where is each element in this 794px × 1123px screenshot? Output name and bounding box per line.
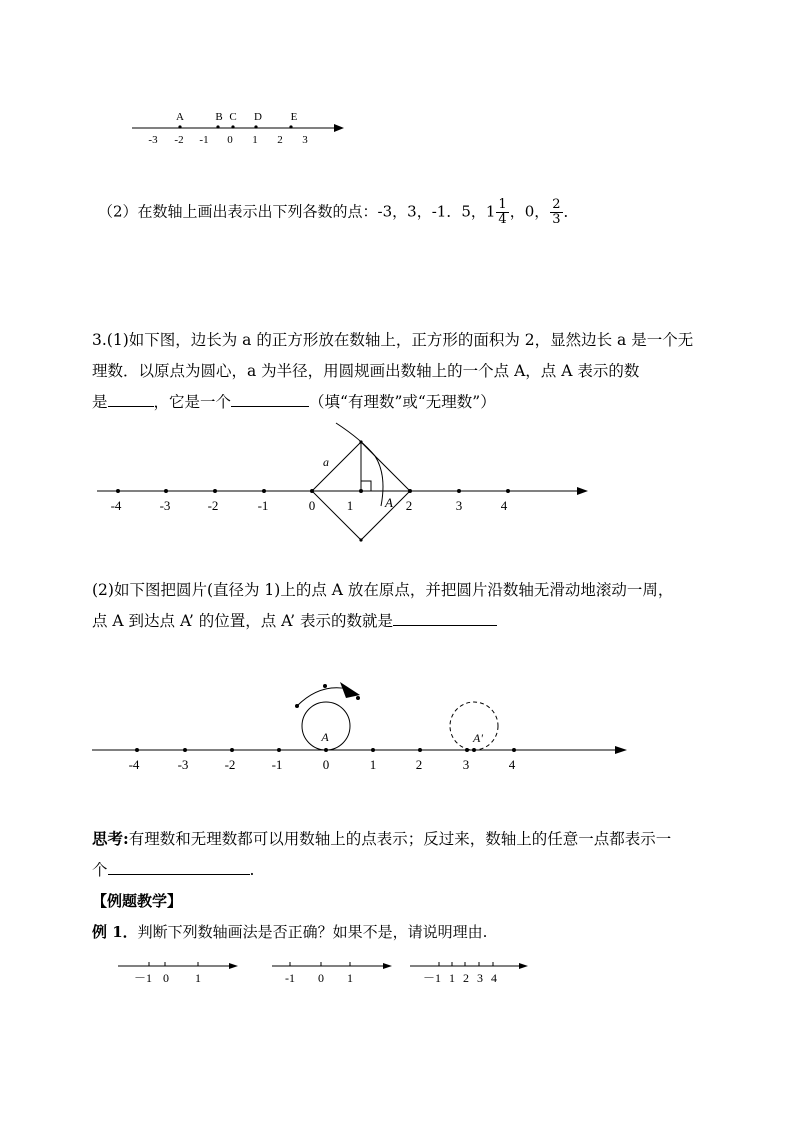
q2-separator: ，0， — [509, 202, 550, 221]
fig1-tick-label: 0 — [227, 134, 233, 146]
fig2-tick-label: 1 — [346, 498, 354, 513]
question-3-line-2: 理数．以原点为圆心，a 为半径，用圆规画出数轴上的一个点 A，点 A 表示的数 — [92, 362, 640, 380]
point-label-a: A — [385, 495, 393, 510]
q3-line3-end: （填“有理数”或“无理数”） — [309, 393, 496, 411]
axis1-tick-label: －1 — [133, 971, 153, 985]
think-label: 思考: — [92, 829, 129, 848]
fig1-tick-label: -2 — [174, 134, 184, 146]
fig1-tick-label: 3 — [302, 134, 308, 146]
fig2-tick-label: 0 — [308, 498, 316, 513]
fig3-tick-label: -1 — [271, 757, 283, 772]
example-1-text: 判断下列数轴画法是否正确？如果不是，请说明理由. — [137, 923, 488, 941]
fig1-label-d: D — [254, 111, 262, 123]
q2-end: ． — [563, 202, 579, 221]
fig3-tick-label: 1 — [369, 757, 377, 772]
fig2-tick-label: -3 — [159, 498, 171, 513]
fig3-tick-label: 3 — [462, 757, 470, 772]
axis2-tick-label: 0 — [318, 971, 324, 985]
circle-start-label-a: A — [321, 730, 329, 744]
q3-line3-middle: ，它是一个 — [153, 393, 232, 411]
axis1-tick-label: 1 — [195, 971, 201, 985]
fig3-tick-label: 2 — [415, 757, 423, 772]
axis3-tick-label: 4 — [491, 971, 497, 985]
q3b-line2-text: 点 A 到达点 A’ 的位置，点 A’ 表示的数就是 — [92, 612, 393, 630]
axis2-tick-label: 1 — [347, 971, 353, 985]
fraction-two-thirds: $\frac{2}{3}$ — [552, 197, 561, 227]
axis1-tick-label: 0 — [163, 971, 169, 985]
fig1-tick-label: 1 — [252, 134, 258, 146]
axis2-tick-label: -1 — [285, 971, 295, 985]
think-line2-start: 个 — [92, 861, 108, 879]
fig1-tick-label: 2 — [277, 134, 283, 146]
fig2-tick-label: -2 — [207, 498, 219, 513]
fig2-tick-label: -4 — [110, 498, 122, 513]
fig3-tick-label: 4 — [508, 757, 516, 772]
fig1-label-e: E — [290, 111, 298, 123]
fig3-tick-label: 0 — [322, 757, 330, 772]
side-label-a: a — [323, 455, 329, 469]
q2-text: （2）在数轴上画出表示出下列各数的点：-3，3，-1．5，1 — [98, 202, 496, 221]
think-line-1: 有理数和无理数都可以用数轴上的点表示；反过来，数轴上的任意一点都表示一 — [128, 830, 672, 848]
fig3-tick-label: -4 — [128, 757, 140, 772]
section-title: 【例题教学】 — [92, 892, 183, 910]
circle-end-label-a-prime: A' — [473, 731, 483, 745]
axis3-tick-label: 2 — [463, 971, 469, 985]
example-1-label: 例 1． — [92, 923, 138, 941]
fig1-label-a: A — [176, 111, 184, 123]
fraction-one-quarter: $\frac{1}{4}$ — [498, 197, 507, 227]
think-line2-end: . — [249, 861, 255, 879]
fig2-tick-label: -1 — [257, 498, 269, 513]
axis3-tick-label: －1 — [422, 971, 442, 985]
axis3-tick-label: 3 — [477, 971, 483, 985]
fig3-tick-label: -2 — [224, 757, 236, 772]
fig1-tick-label: -3 — [148, 134, 158, 146]
fig1-label-b: B — [215, 111, 223, 123]
fig2-tick-label: 3 — [455, 498, 463, 513]
fig2-tick-label: 2 — [405, 498, 413, 513]
axis3-tick-label: 1 — [449, 971, 455, 985]
fig2-tick-label: 4 — [500, 498, 508, 513]
fig1-tick-label: -1 — [199, 134, 209, 146]
fig3-tick-label: -3 — [177, 757, 189, 772]
question-3b-line-1: (2)如下图把圆片(直径为 1)上的点 A 放在原点，并把圆片沿数轴无滑动地滚动一周， — [92, 581, 674, 599]
fig1-label-c: C — [229, 111, 237, 123]
question-3-line-1: 3.(1)如下图，边长为 a 的正方形放在数轴上，正方形的面积为 2，显然边长 a 是一个无 — [92, 331, 694, 349]
q3-line3-start: 是 — [92, 393, 108, 411]
